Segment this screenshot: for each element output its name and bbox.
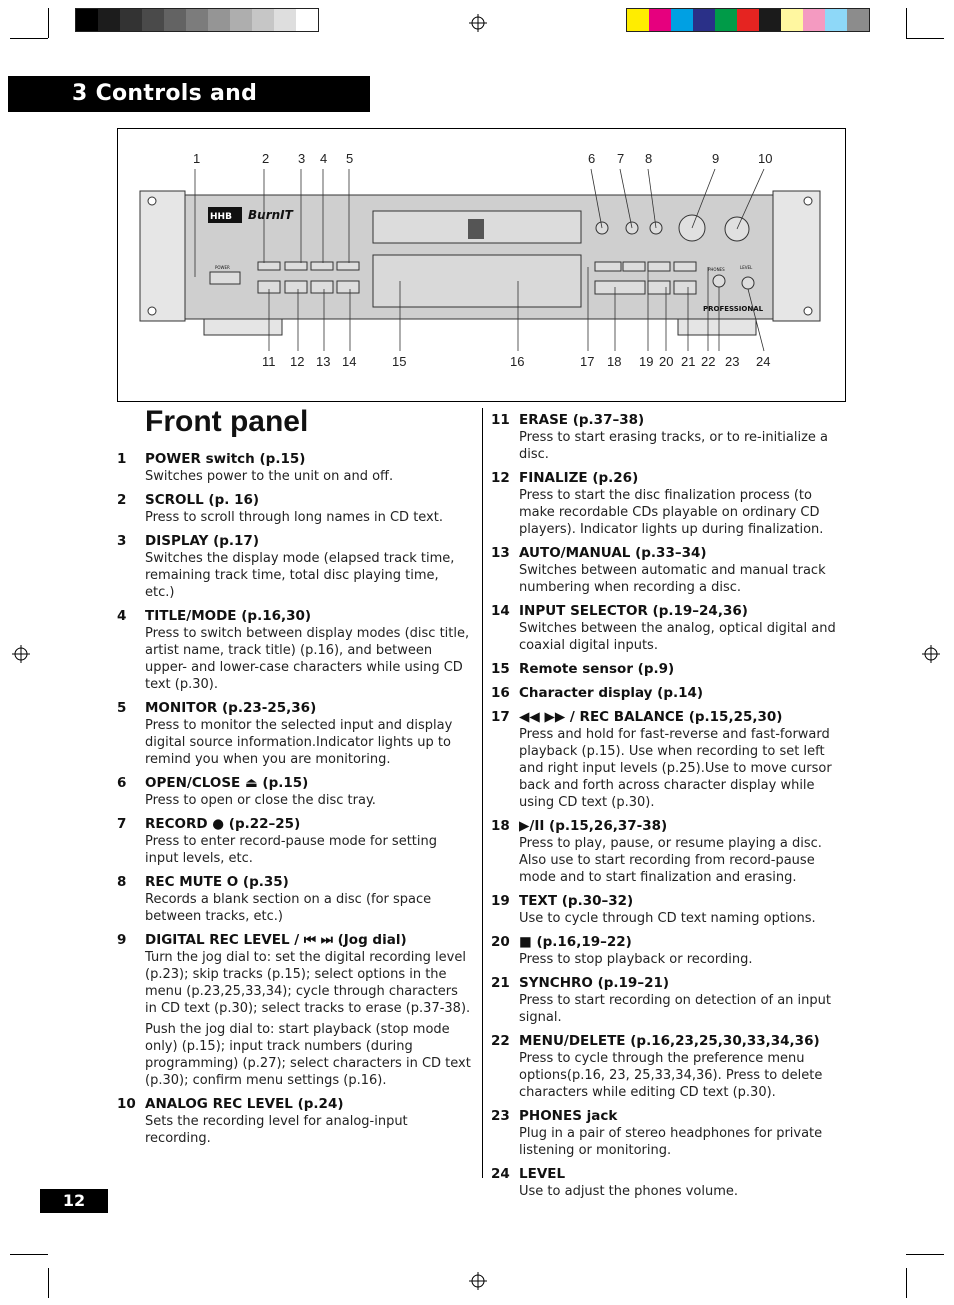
control-entry xyxy=(491,1165,846,1200)
crop-mark xyxy=(48,1268,49,1298)
phones-label: PHONES xyxy=(708,267,725,272)
callout-number: 16 xyxy=(510,354,525,369)
callout-number: 3 xyxy=(298,151,306,166)
control-entry xyxy=(491,817,846,886)
control-heading xyxy=(117,815,472,833)
control-heading xyxy=(117,931,472,949)
control-number: 7 xyxy=(117,816,127,832)
control-number: 9 xyxy=(117,932,127,948)
color-swatch xyxy=(649,9,671,31)
control-title: DIGITAL REC LEVEL / ⏮ ⏭ (Jog dial) xyxy=(145,932,407,948)
control-number: 15 xyxy=(491,661,510,677)
control-number: 12 xyxy=(491,470,510,486)
control-description xyxy=(491,835,846,886)
description-paragraph: Press to cycle through the preference menu options(p.16, 23, 25,33,34,36). Press to delete characters while editing CD text (p.30). xyxy=(519,1051,823,1100)
control-title: SCROLL (p. 16) xyxy=(145,492,260,508)
control-description xyxy=(491,1125,846,1159)
professional-label: PROFESSIONAL xyxy=(703,305,764,313)
control-number: 24 xyxy=(491,1166,510,1182)
control-description xyxy=(491,429,846,463)
control-description xyxy=(491,620,846,654)
control-number: 14 xyxy=(491,603,510,619)
control-entry xyxy=(491,602,846,654)
control-description xyxy=(491,992,846,1026)
control-heading xyxy=(491,544,846,562)
control-number: 13 xyxy=(491,545,510,561)
description-paragraph: Press and hold for fast-reverse and fast-forward playback (p.15). Use when recording to set left and right input levels (p.25).Use to move cursor back and forth across character display while using CD text (p.30). xyxy=(519,727,832,810)
control-title: INPUT SELECTOR (p.19–24,36) xyxy=(519,603,748,619)
crop-mark xyxy=(10,38,48,39)
control-title: ▶/II (p.15,26,37-38) xyxy=(519,818,668,834)
color-swatch xyxy=(737,9,759,31)
control-description xyxy=(491,562,846,596)
description-paragraph: Records a blank section on a disc (for space between tracks, etc.) xyxy=(145,892,432,924)
right-column xyxy=(491,411,846,1206)
description-paragraph: Press to open or close the disc tray. xyxy=(145,793,376,808)
control-title: DISPLAY (p.17) xyxy=(145,533,259,549)
control-entry xyxy=(491,411,846,463)
registration-mark-icon xyxy=(922,645,940,663)
color-swatch xyxy=(803,9,825,31)
callout-number: 14 xyxy=(342,354,357,369)
control-description xyxy=(491,951,846,968)
callout-number: 20 xyxy=(659,354,674,369)
control-heading xyxy=(491,1032,846,1050)
control-heading xyxy=(117,532,472,550)
control-description xyxy=(117,625,472,693)
description-paragraph: Switches power to the unit on and off. xyxy=(145,469,394,484)
control-heading xyxy=(491,684,846,702)
control-number: 8 xyxy=(117,874,127,890)
control-number: 5 xyxy=(117,700,127,716)
control-heading xyxy=(117,774,472,792)
control-entry xyxy=(117,699,472,768)
control-title: ERASE (p.37–38) xyxy=(519,412,645,428)
crop-mark xyxy=(10,1254,48,1255)
crop-mark xyxy=(906,1254,944,1255)
control-number: 3 xyxy=(117,533,127,549)
callout-number: 5 xyxy=(346,151,354,166)
callout-number: 6 xyxy=(588,151,596,166)
control-heading xyxy=(491,411,846,429)
control-description xyxy=(491,910,846,927)
control-title: POWER switch (p.15) xyxy=(145,451,306,467)
description-paragraph: Press to start the disc finalization process (to make recordable CDs playable on ordinary CD players). Indicator lights up during finalization. xyxy=(519,488,824,537)
control-number: 17 xyxy=(491,709,510,725)
color-swatch xyxy=(274,9,296,31)
color-swatch xyxy=(186,9,208,31)
control-heading xyxy=(491,974,846,992)
chapter-title: 3 Controls and Displays xyxy=(8,76,370,112)
control-entry xyxy=(117,815,472,867)
color-swatch xyxy=(781,9,803,31)
color-swatch xyxy=(76,9,98,31)
callout-number: 1 xyxy=(193,151,201,166)
control-heading xyxy=(491,1107,846,1125)
callout-number: 18 xyxy=(607,354,622,369)
color-swatch xyxy=(142,9,164,31)
control-title: REC MUTE O (p.35) xyxy=(145,874,289,890)
control-heading xyxy=(491,660,846,678)
description-paragraph: Press to switch between display modes (disc title, artist name, track title) (p.16), and between upper- and lower-case characters while using CD text (p.30). xyxy=(145,626,470,692)
control-entry xyxy=(117,607,472,693)
control-number: 11 xyxy=(491,412,510,428)
control-title: LEVEL xyxy=(519,1166,566,1182)
control-title: TEXT (p.30–32) xyxy=(519,893,634,909)
control-description xyxy=(117,891,472,925)
description-paragraph: Use to adjust the phones volume. xyxy=(519,1184,739,1199)
color-swatch xyxy=(120,9,142,31)
crop-mark xyxy=(906,1268,907,1298)
control-number: 2 xyxy=(117,492,127,508)
description-paragraph: Plug in a pair of stereo headphones for private listening or monitoring. xyxy=(519,1126,823,1158)
control-entry xyxy=(117,873,472,925)
left-column xyxy=(117,450,472,1153)
control-number: 4 xyxy=(117,608,127,624)
control-entry xyxy=(491,660,846,678)
callout-number: 12 xyxy=(290,354,305,369)
control-number: 22 xyxy=(491,1033,510,1049)
color-swatch xyxy=(230,9,252,31)
callout-number: 22 xyxy=(701,354,716,369)
control-heading xyxy=(491,1165,846,1183)
color-swatch xyxy=(671,9,693,31)
control-description xyxy=(117,949,472,1089)
description-paragraph: Press to monitor the selected input and display digital source information.Indicator lights up to remind you when you are monitoring. xyxy=(145,718,453,767)
crop-mark xyxy=(48,8,49,38)
control-description xyxy=(491,487,846,538)
control-entry xyxy=(491,469,846,538)
color-swatch xyxy=(98,9,120,31)
control-entry xyxy=(117,774,472,809)
control-title: Character display (p.14) xyxy=(519,685,704,701)
control-entry xyxy=(117,491,472,526)
control-title: PHONES jack xyxy=(519,1108,618,1124)
control-entry xyxy=(491,684,846,702)
crop-mark xyxy=(906,38,944,39)
control-entry xyxy=(491,892,846,927)
control-heading xyxy=(117,1095,472,1113)
control-entry xyxy=(117,450,472,485)
callout-number: 2 xyxy=(262,151,270,166)
control-number: 1 xyxy=(117,451,127,467)
control-title: ◀◀ ▶▶ / REC BALANCE (p.15,25,30) xyxy=(519,709,783,725)
control-title: RECORD ● (p.22–25) xyxy=(145,816,301,832)
control-title: ■ (p.16,19–22) xyxy=(519,934,632,950)
control-heading xyxy=(117,607,472,625)
control-title: ANALOG REC LEVEL (p.24) xyxy=(145,1096,344,1112)
control-title: FINALIZE (p.26) xyxy=(519,470,639,486)
control-number: 19 xyxy=(491,893,510,909)
control-number: 18 xyxy=(491,818,510,834)
color-swatch xyxy=(627,9,649,31)
section-title: Front panel xyxy=(145,405,309,438)
color-swatch xyxy=(759,9,781,31)
control-number: 20 xyxy=(491,934,510,950)
control-heading xyxy=(117,699,472,717)
page-number: 12 xyxy=(40,1189,108,1213)
callout-number: 9 xyxy=(712,151,720,166)
grayscale-bar xyxy=(75,8,319,32)
control-title: MENU/DELETE (p.16,23,25,30,33,34,36) xyxy=(519,1033,820,1049)
control-description xyxy=(117,833,472,867)
description-paragraph: Switches the display mode (elapsed track time, remaining track time, total disc playing time, etc.) xyxy=(145,551,455,600)
color-swatch xyxy=(252,9,274,31)
control-number: 10 xyxy=(117,1096,136,1112)
control-heading xyxy=(491,892,846,910)
front-panel-figure xyxy=(117,128,846,402)
callout-number: 15 xyxy=(392,354,407,369)
callout-number: 7 xyxy=(617,151,625,166)
color-swatch xyxy=(847,9,869,31)
control-entry xyxy=(491,974,846,1026)
registration-mark-icon xyxy=(469,14,487,32)
control-description xyxy=(117,717,472,768)
control-entry xyxy=(117,532,472,601)
control-heading xyxy=(491,602,846,620)
control-heading xyxy=(491,708,846,726)
control-description xyxy=(117,509,472,526)
control-description xyxy=(117,1113,472,1147)
power-label: POWER xyxy=(215,265,230,270)
control-entry xyxy=(117,931,472,1089)
description-paragraph: Press to stop playback or recording. xyxy=(519,952,753,967)
control-heading xyxy=(117,491,472,509)
control-number: 21 xyxy=(491,975,510,991)
control-description xyxy=(117,468,472,485)
control-heading xyxy=(491,469,846,487)
control-description xyxy=(117,792,472,809)
crop-mark xyxy=(906,8,907,38)
color-swatch xyxy=(208,9,230,31)
color-swatch xyxy=(693,9,715,31)
callout-number: 19 xyxy=(639,354,654,369)
color-swatch xyxy=(296,9,318,31)
registration-mark-icon xyxy=(469,1272,487,1290)
control-description xyxy=(491,1050,846,1101)
description-paragraph: Push the jog dial to: start playback (stop mode only) (p.15); input track numbers (during programming) (p.27); select characters in CD text (p.30); confirm menu settings (p.16). xyxy=(145,1022,471,1088)
description-paragraph: Press to start erasing tracks, or to re-initialize a disc. xyxy=(519,430,829,462)
control-heading xyxy=(491,933,846,951)
description-paragraph: Use to cycle through CD text naming options. xyxy=(519,911,816,926)
color-bar xyxy=(626,8,870,32)
callout-number: 24 xyxy=(756,354,771,369)
description-paragraph: Press to start recording on detection of an input signal. xyxy=(519,993,831,1025)
callout-number: 4 xyxy=(320,151,328,166)
control-entry xyxy=(491,933,846,968)
description-paragraph: Press to scroll through long names in CD text. xyxy=(145,510,443,525)
column-divider xyxy=(482,408,483,1178)
control-description xyxy=(491,1183,846,1200)
level-label: LEVEL xyxy=(740,265,753,270)
control-description xyxy=(117,550,472,601)
callout-number: 13 xyxy=(316,354,331,369)
description-paragraph: Turn the jog dial to: set the digital recording level (p.23); skip tracks (p.15); select options in the menu (p.23,25,33,34); cycle through characters in CD text (p.30); select tracks to erase (p.37-38). xyxy=(145,950,471,1016)
callout-number: 8 xyxy=(645,151,653,166)
description-paragraph: Switches between automatic and manual track numbering when recording a disc. xyxy=(519,563,826,595)
control-number: 6 xyxy=(117,775,127,791)
registration-mark-icon xyxy=(12,645,30,663)
callout-number: 11 xyxy=(262,354,276,369)
control-heading xyxy=(117,873,472,891)
description-paragraph: Press to play, pause, or resume playing a disc. Also use to start recording from record-pause mode and to start finalization and erasing. xyxy=(519,836,822,885)
control-entry xyxy=(491,544,846,596)
callout-number: 17 xyxy=(580,354,595,369)
description-paragraph: Sets the recording level for analog-input recording. xyxy=(145,1114,408,1146)
control-description xyxy=(491,726,846,811)
control-entry xyxy=(117,1095,472,1147)
control-heading xyxy=(491,817,846,835)
control-title: SYNCHRO (p.19–21) xyxy=(519,975,670,991)
control-entry xyxy=(491,1107,846,1159)
control-number: 16 xyxy=(491,685,510,701)
color-swatch xyxy=(164,9,186,31)
control-title: TITLE/MODE (p.16,30) xyxy=(145,608,312,624)
control-heading xyxy=(117,450,472,468)
control-number: 23 xyxy=(491,1108,510,1124)
control-entry xyxy=(491,708,846,811)
callout-number: 21 xyxy=(681,354,696,369)
model-logo: BurnIT xyxy=(248,208,293,222)
description-paragraph: Press to enter record-pause mode for setting input levels, etc. xyxy=(145,834,437,866)
callout-number: 10 xyxy=(758,151,773,166)
control-title: Remote sensor (p.9) xyxy=(519,661,675,677)
control-title: AUTO/MANUAL (p.33–34) xyxy=(519,545,707,561)
callout-number: 23 xyxy=(725,354,740,369)
control-entry xyxy=(491,1032,846,1101)
brand-logo: HHB xyxy=(210,212,232,222)
color-swatch xyxy=(715,9,737,31)
color-swatch xyxy=(825,9,847,31)
description-paragraph: Switches between the analog, optical digital and coaxial digital inputs. xyxy=(519,621,836,653)
control-title: OPEN/CLOSE ⏏ (p.15) xyxy=(145,775,309,791)
control-title: MONITOR (p.23-25,36) xyxy=(145,700,317,716)
